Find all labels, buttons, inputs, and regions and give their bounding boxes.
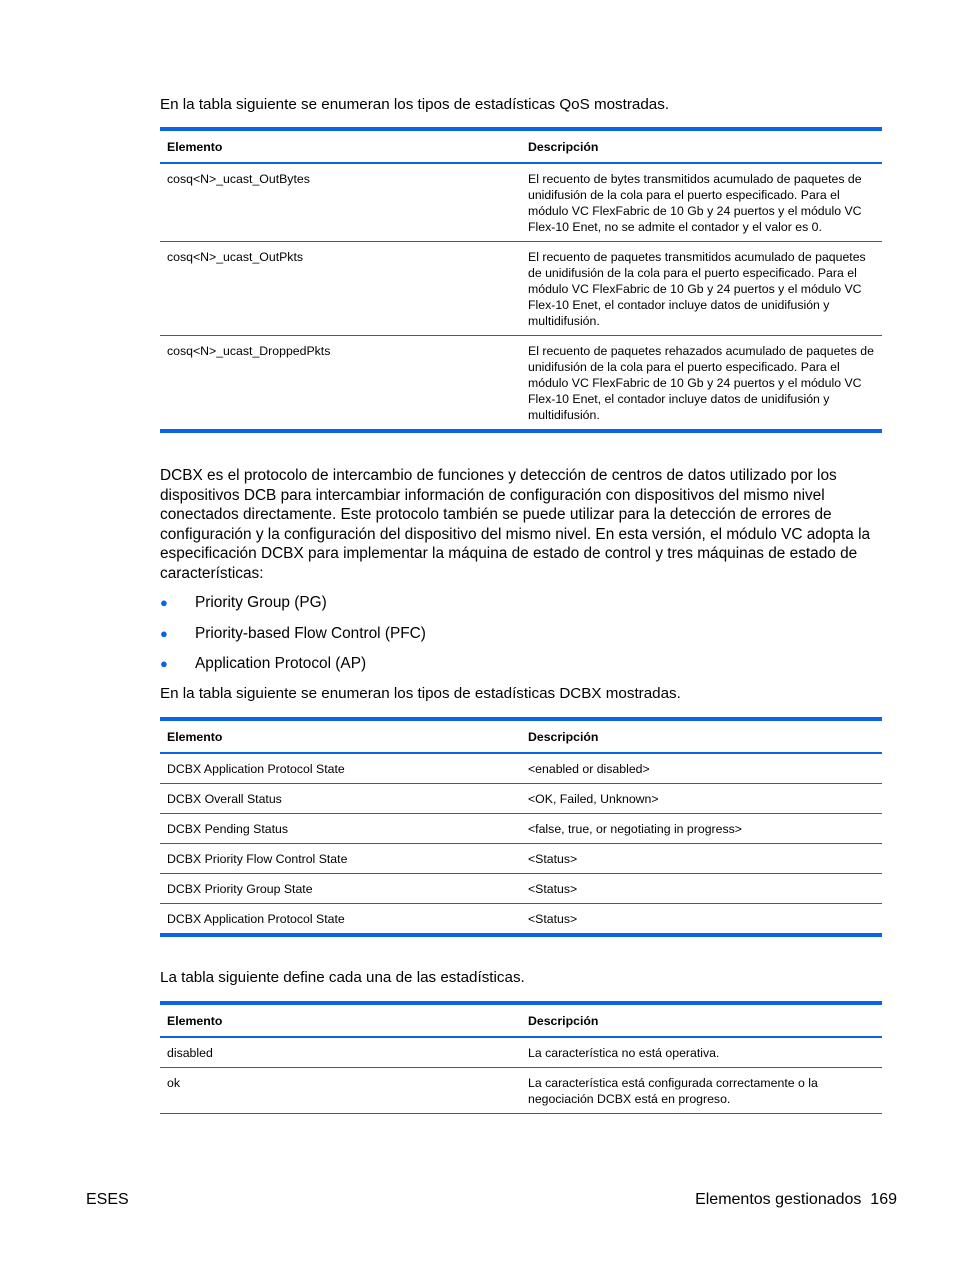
table-header-row [160,129,882,163]
table-cell-descripcion: <enabled or disabled> [521,753,882,784]
table-cell-descripcion: <OK, Failed, Unknown> [521,784,882,814]
table-row [160,753,882,784]
table-cell-elemento: ok [160,1068,521,1114]
bullet-dot-icon: ● [160,595,168,610]
table-cell-elemento: DCBX Application Protocol State [160,904,521,936]
table-row [160,1068,882,1114]
list-item [160,654,860,685]
table-cell-descripcion: El recuento de paquetes transmitidos acumulado de paquetes de unidifusión de la cola para el puerto especificado. Para el módulo VC FlexFabric de 10 Gb y 24 puertos y el módulo VC Flex-10 Enet, el contador incluye datos de unidifusión y multidifusión. [521,242,882,336]
dcbx-table [160,717,882,937]
table-cell-descripcion: <Status> [521,904,882,936]
table-row [160,784,882,814]
dcbx-intro: En la tabla siguiente se enumeran los tipos de estadísticas DCBX mostradas. [160,685,681,702]
table-cell-elemento: DCBX Application Protocol State [160,753,521,784]
table-row [160,163,882,242]
table-cell-elemento: DCBX Priority Group State [160,874,521,904]
table-cell-elemento: cosq<N>_ucast_OutPkts [160,242,521,336]
column-header-elemento: Elemento [160,719,521,753]
table-cell-descripcion: <Status> [521,874,882,904]
table-cell-elemento: DCBX Pending Status [160,814,521,844]
qos-table [160,127,882,433]
stats-intro: La tabla siguiente define cada una de las estadísticas. [160,969,525,986]
table-header-row [160,1003,882,1037]
footer-section-title: Elementos gestionados [695,1191,862,1208]
list-item [160,624,860,655]
table-cell-elemento: DCBX Priority Flow Control State [160,844,521,874]
bullet-dot-icon: ● [160,625,168,641]
table-row [160,336,882,432]
column-header-elemento: Elemento [160,1003,521,1037]
page-number: 169 [870,1191,897,1208]
list-item-label: Priority-based Flow Control (PFC) [195,624,426,642]
table-cell-elemento: DCBX Overall Status [160,784,521,814]
table-row [160,1037,882,1068]
feature-list [160,593,860,685]
table-cell-descripcion: <Status> [521,844,882,874]
stats-table [160,1001,882,1114]
table-row [160,814,882,844]
qos-intro: En la tabla siguiente se enumeran los tipos de estadísticas QoS mostradas. [160,96,670,113]
table-cell-descripcion: El recuento de paquetes rehazados acumulado de paquetes de unidifusión de la cola para el puerto especificado. Para el módulo VC FlexFabric de 10 Gb y 24 puertos y el módulo VC Flex-10 Enet, el contador incluye datos de unidifusión y multidifusión. [521,336,882,432]
page-footer [695,1191,897,1209]
table-row [160,242,882,336]
column-header-descripcion: Descripción [521,129,882,163]
table-cell-descripcion: <false, true, or negotiating in progress> [521,814,882,844]
list-item-label: Priority Group (PG) [195,594,327,611]
table-row [160,904,882,936]
table-header-row [160,719,882,753]
footer-locale: ESES [86,1191,129,1208]
table-cell-descripcion: La característica no está operativa. [521,1037,882,1068]
column-header-descripcion: Descripción [521,1003,882,1037]
table-row [160,874,882,904]
column-header-elemento: Elemento [160,129,521,163]
table-cell-elemento: disabled [160,1037,521,1068]
table-cell-elemento: cosq<N>_ucast_DroppedPkts [160,336,521,432]
table-cell-elemento: cosq<N>_ucast_OutBytes [160,163,521,242]
table-cell-descripcion: El recuento de bytes transmitidos acumulado de paquetes de unidifusión de la cola para el puerto especificado. Para el módulo VC FlexFabric de 10 Gb y 24 puertos y el módulo VC Flex-10 Enet, no se admite el contador y el valor es 0. [521,163,882,242]
bullet-dot-icon: ● [160,656,168,671]
table-row [160,844,882,874]
list-item [160,593,860,624]
dcbx-paragraph: DCBX es el protocolo de intercambio de funciones y detección de centros de datos utilizado por los dispositivos DCB para intercambiar información de configuración con dispositivos del mismo nivel conectados directamente. Este protocolo también se puede utilizar para la detección de errores de configuración y la configuración del dispositivo del mismo nivel. En esta versión, el módulo VC adopta la especificación DCBX para implementar la máquina de estado de control y tres máquinas de estado de características: [160,467,871,582]
list-item-label: Application Protocol (AP) [195,655,367,672]
column-header-descripcion: Descripción [521,719,882,753]
table-cell-descripcion: La característica está configurada correctamente o la negociación DCBX está en progreso. [521,1068,882,1114]
